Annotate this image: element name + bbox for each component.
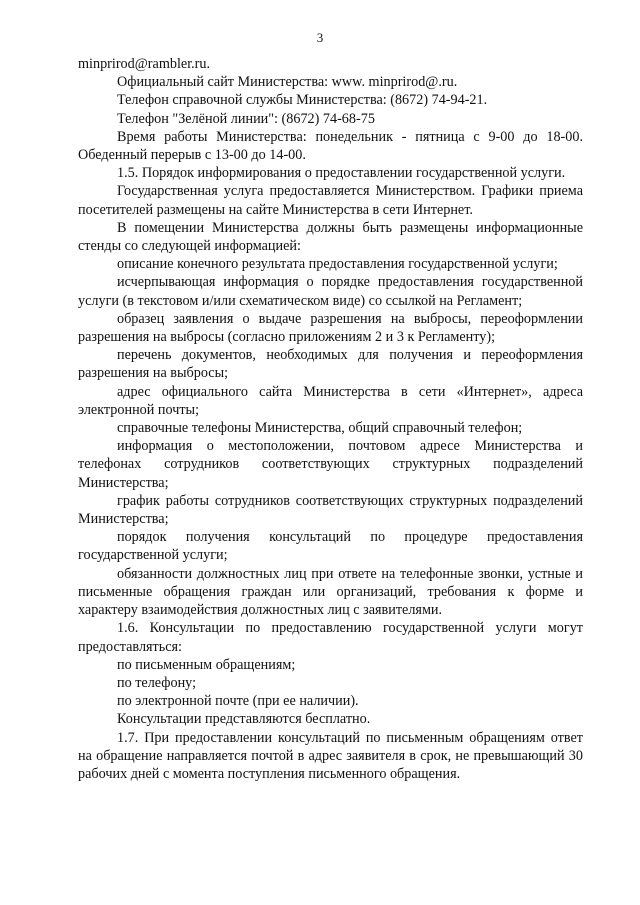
paragraph: график работы сотрудников соответствующих структурных подразделений Министерства; xyxy=(78,492,583,528)
paragraph: описание конечного результата предоставления государственной услуги; xyxy=(117,256,558,273)
document-body xyxy=(78,55,583,783)
paragraph: обязанности должностных лиц при ответе на телефонные звонки, устные и письменные обращения граждан или организаций, требования к форме и характеру взаимодействия должностных лиц с заявителями. xyxy=(78,565,583,619)
paragraph: 1.7. При предоставлении консультаций по письменным обращениям ответ на обращение направляется почтой в адрес заявителя в срок, не превышающий 30 рабочих дней с момента поступления письменного обращения. xyxy=(78,729,583,782)
page-number: 3 xyxy=(316,30,324,45)
paragraph: 1.6. Консультации по предоставлению государственной услуги могут предоставляться: xyxy=(78,620,583,655)
paragraph: Телефон "Зелёной линии": (8672) 74-68-75 xyxy=(117,110,375,127)
paragraph: Государственная услуга предоставляется Министерством. Графики приема посетителей размещены на сайте Министерства в сети Интернет. xyxy=(78,183,583,218)
paragraph: порядок получения консультаций по процедуре предоставления государственной услуги; xyxy=(78,529,583,564)
paragraph: по электронной почте (при ее наличии). xyxy=(117,693,359,710)
paragraph: 1.5. Порядок информирования о предоставлении государственной услуги. xyxy=(117,165,566,182)
paragraph: Время работы Министерства: понедельник - пятница с 9-00 до 18-00. Обеденный перерыв с 13-00 до 14-00. xyxy=(78,128,583,164)
paragraph: В помещении Министерства должны быть размещены информационные стенды со следующей информацией: xyxy=(78,219,583,255)
paragraph: образец заявления о выдаче разрешения на выбросы, переоформлении разрешения на выбросы (согласно приложениям 2 и 3 к Регламенту); xyxy=(78,310,583,346)
paragraph: Консультации представляются бесплатно. xyxy=(117,711,371,728)
paragraph: по телефону; xyxy=(117,674,197,691)
paragraph: справочные телефоны Министерства, общий справочный телефон; xyxy=(117,420,523,437)
paragraph: minprirod@rambler.ru. xyxy=(78,56,211,72)
paragraph: информация о местоположении, почтовом адресе Министерства и телефонах сотрудников соответствующих структурных подразделений Министерства; xyxy=(78,438,583,491)
paragraph: Телефон справочной службы Министерства: (8672) 74-94-21. xyxy=(117,92,488,109)
paragraph: по письменным обращениям; xyxy=(117,656,296,673)
paragraph: перечень документов, необходимых для получения и переоформления разрешения на выбросы; xyxy=(78,347,583,382)
paragraph: Официальный сайт Министерства: www. minprirod@.ru. xyxy=(117,74,458,91)
paragraph: исчерпывающая информация о порядке предоставления государственной услуги (в текстовом и/или схематическом виде) со ссылкой на Регламент; xyxy=(78,274,583,309)
paragraph: адрес официального сайта Министерства в сети «Интернет», адреса электронной почты; xyxy=(78,383,583,418)
